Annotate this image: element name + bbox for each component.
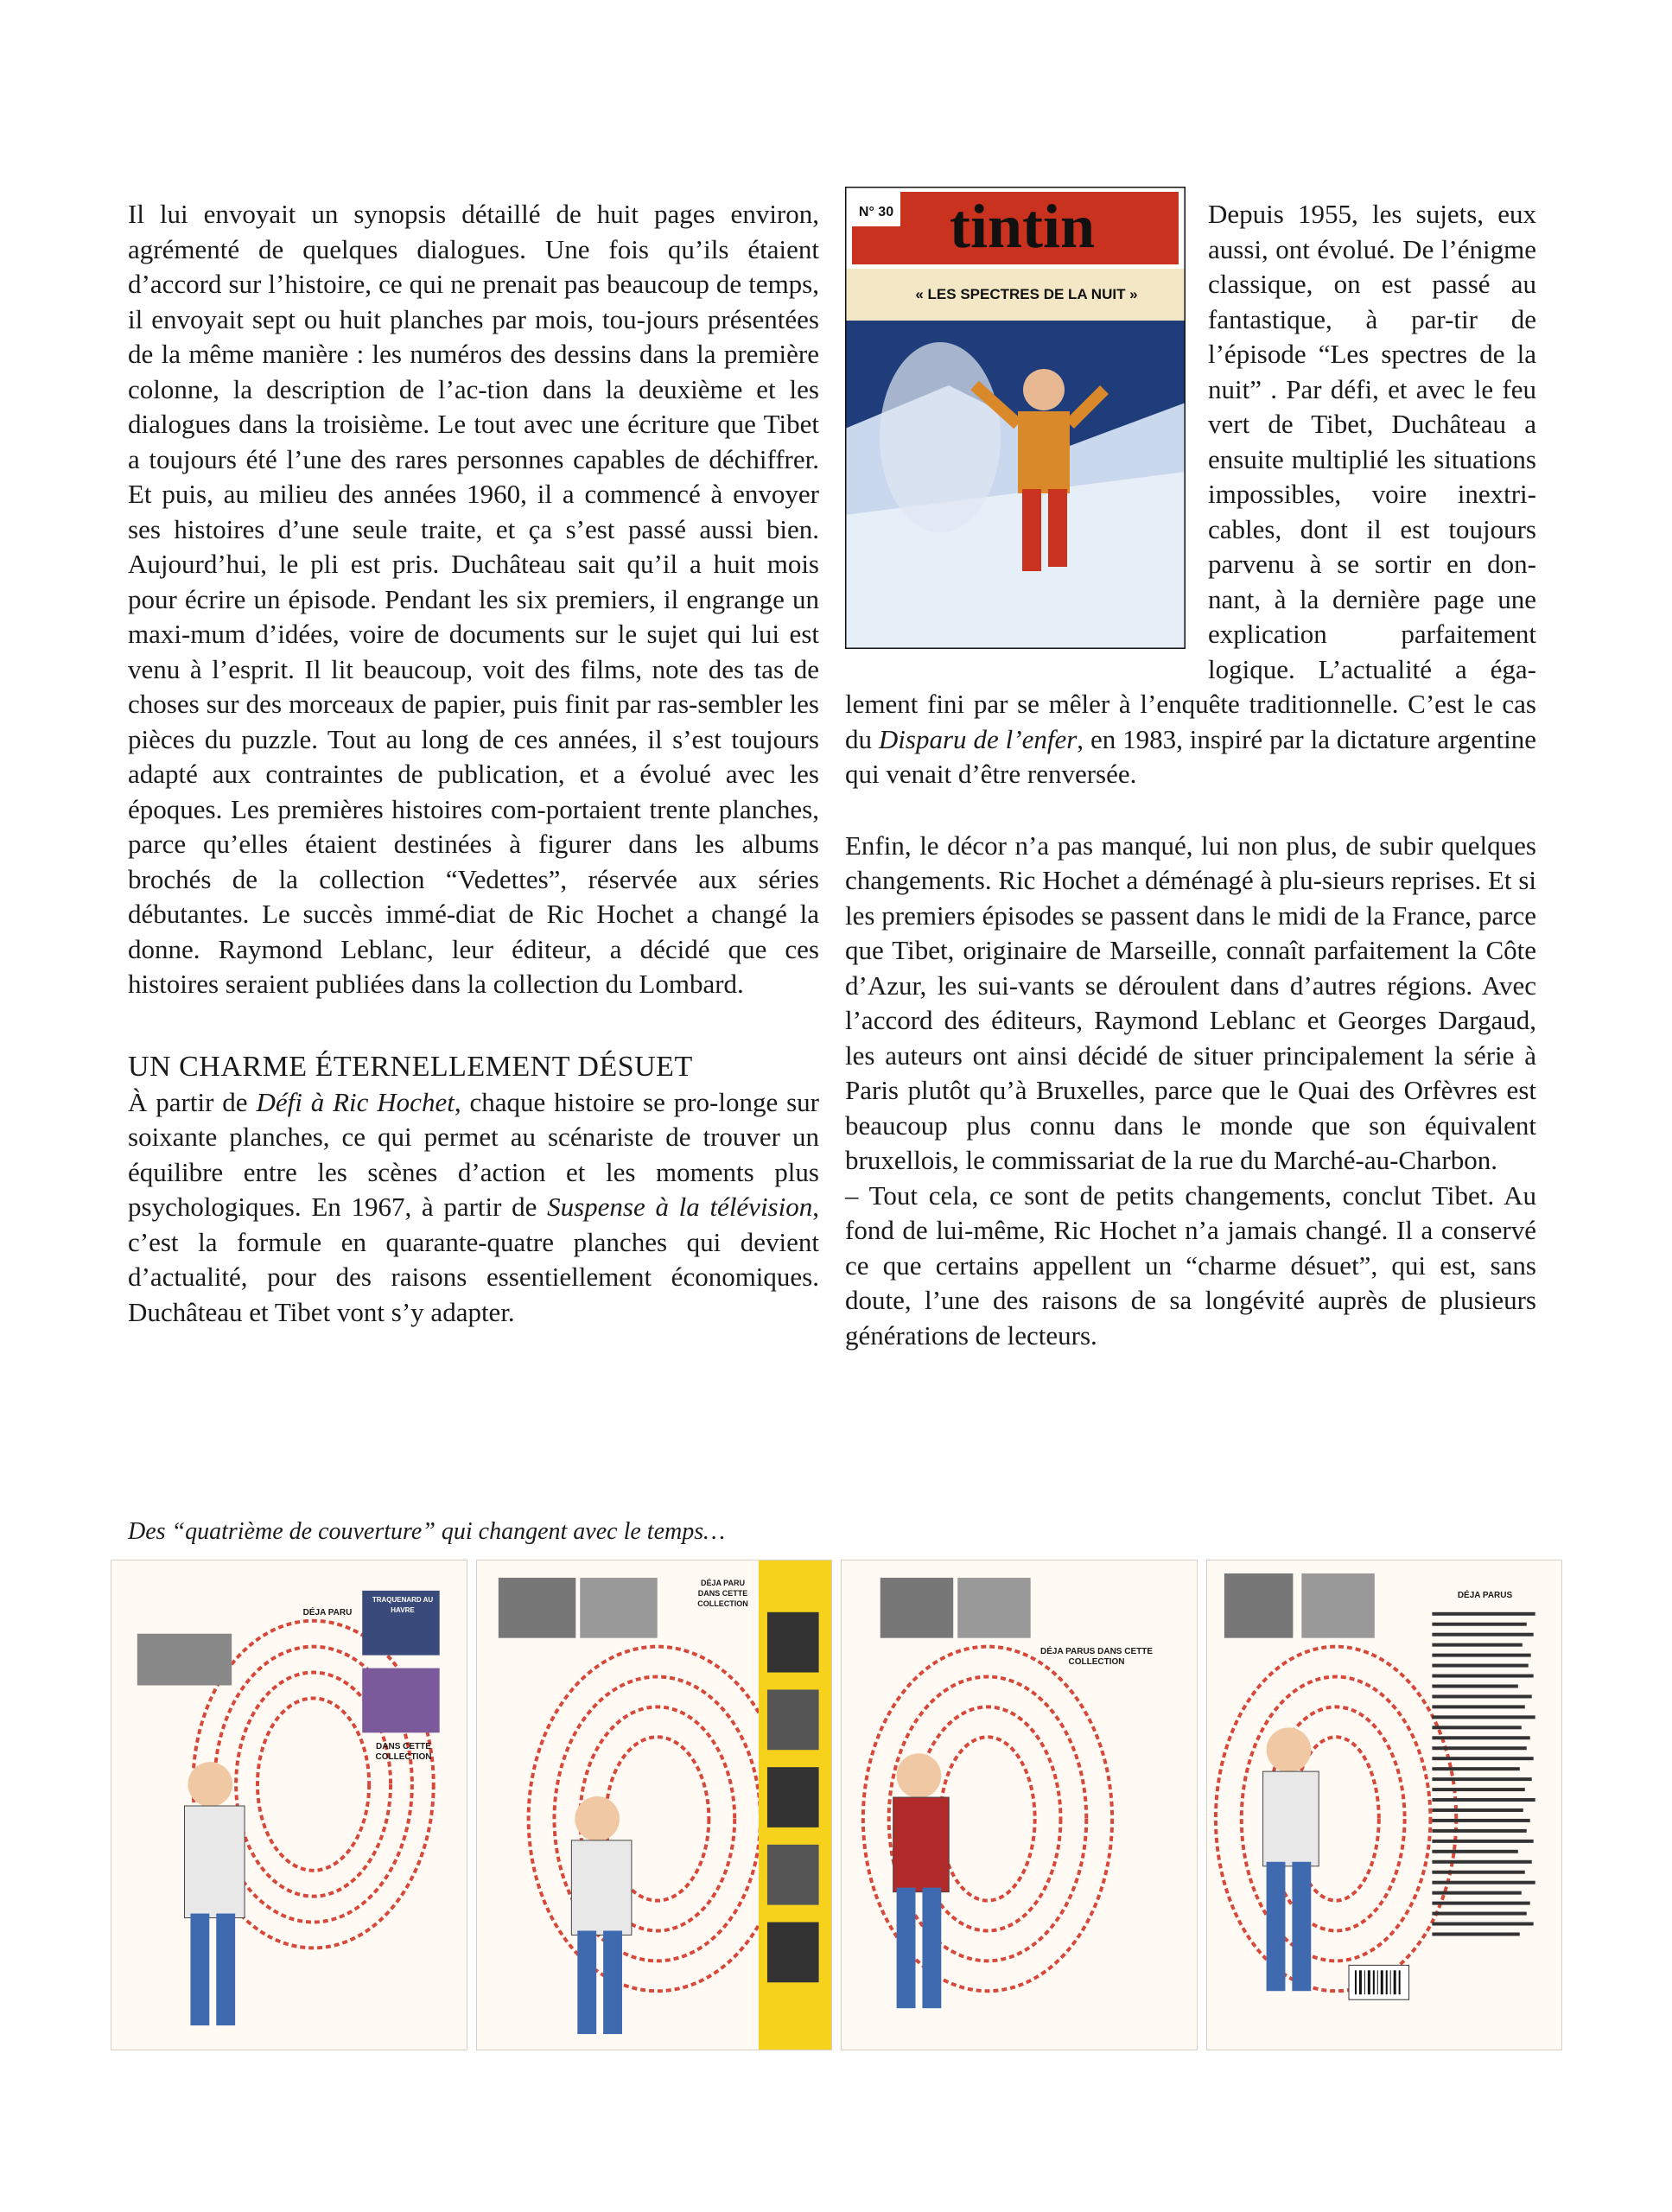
- panel-1-title: DÉJA PARU: [302, 1608, 353, 1618]
- back-cover-panel-2: [476, 1560, 833, 2050]
- panel-3-title: DÉJA PARUS DANS CETTE COLLECTION: [1040, 1647, 1154, 1667]
- left-paragraph-1: Il lui envoyait un synopsis détaillé de huit pages environ, agrémenté de quelques dialogues. Une fois qu’ils étaient d’accord sur l’histoire, ce qui ne prenait pas beaucoup de temps, il envoyait sept ou huit planches par mois, tou-jours présentées de la même manière : les numéros des dessins dans la première colonne, la description de l’ac-tion dans la deuxième et les dialogues dans la troisième. Le tout avec une écriture que Tibet a toujours été l’une des rares personnes capables de déchiffrer. Et puis, au milieu des années 1960, il a commencé à envoyer ses histoires d’une seule traite, et ça s’est passé aussi bien. Aujourd’hui, le pli est pris. Duchâteau sait qu’il a huit mois pour écrire un épisode. Pendant les six premiers, il engrange un maxi-mum d’idées, voire de documents sur le sujet qui lui est venu à l’esprit. Il lit beaucoup, voit des films, note des tas de choses sur des morceaux de papier, puis finit par ras-sembler les pièces du puzzle. Tout au long de ces années, il s’est toujours adapté aux contraintes de publication, et a évolué avec les époques. Les premières histoires com-portaient trente planches, parce qu’elles étaient destinées à figurer dans les albums brochés de la collection “Vedettes”, réservée aux séries débutantes. Le succès immé-diat de Ric Hochet a changé la donne. Raymond Leblanc, leur éditeur, a décidé que ces histoires seraient publiées dans la collection du Lombard.: [128, 199, 819, 999]
- left-column: [128, 197, 819, 1330]
- panel-4-title: DÉJA PARUS: [1457, 1591, 1513, 1600]
- title-suspense: Suspense à la télévision: [547, 1192, 813, 1222]
- tintin-cover-image: [845, 187, 1186, 649]
- right-column: [845, 192, 1536, 1353]
- right-paragraph-2: Enfin, le décor n’a pas manqué, lui non plus, de subir quelques changements. Ric Hochet a déménagé à plu-sieurs reprises. Et si les premiers épisodes se passent dans le midi de la France, parce que Tibet, originaire de Marseille, connaît parfaitement la Côte d’Azur, les sui-vants se déroulent dans d’autres régions. Avec l’accord des éditeurs, Raymond Leblanc et Georges Dargaud, les auteurs ont ainsi décidé de situer principalement la série à Paris plutôt qu’à Bruxelles, parce que le Quai des Orfèvres est beaucoup plus connu dans le monde que son équivalent bruxellois, le commissariat de la rue du Marché-au-Charbon.: [845, 830, 1536, 1175]
- panel-1-cover-label: TRAQUENARD AU HAVRE: [372, 1596, 434, 1614]
- section-heading: UN CHARME ÉTERNELLEMENT DÉSUET: [128, 1050, 693, 1083]
- panel-1-subtitle: DANS CETTE COLLECTION: [375, 1742, 432, 1762]
- magazine-name: tintin: [949, 192, 1096, 261]
- back-cover-panel-4: [1206, 1560, 1563, 2050]
- back-cover-panel-3: [841, 1560, 1198, 2050]
- title-disparu: Disparu de l’enfer: [878, 723, 1078, 754]
- cover-banner: « LES SPECTRES DE LA NUIT »: [915, 286, 1138, 302]
- right-paragraph-3: – Tout cela, ce sont de petits changements, conclut Tibet. Au fond de lui-même, Ric Hochet n’a jamais changé. Il a conservé ce que certains appellent un “charme désuet”, qui est, sans doute, l’une des raisons de sa longévité auprès de plusieurs générations de lecteurs.: [845, 1179, 1536, 1351]
- figure-caption: Des “quatrième de couverture” qui changent avec le temps…: [128, 1518, 726, 1545]
- right-paragraph-1: Depuis 1955, les sujets, eux aussi, ont évolué. De l’énigme classique, on est passé au fantastique, à par-tir de l’épisode “Les spectres de la nuit” . Par défi, et avec le feu vert de Tibet, Duchâteau a ensuite multiplié les situations impossibles, voire inextri-cables, dont il est toujours parvenu à se sortir en don-nant, à la dernière page une explication parfaitement logique. L’actualité a éga-lement fini par se mêler à l’enquête traditionnelle. C’est le cas du Disparu de l’enfer, en 1983, inspiré par la dictature argentine qui venait d’être renversée.: [845, 199, 1536, 789]
- back-cover-panel-1: [111, 1560, 467, 2050]
- issue-number: N° 30: [858, 205, 894, 219]
- back-cover-gallery: [111, 1560, 1562, 2050]
- title-defi: Défi à Ric Hochet: [256, 1086, 455, 1117]
- panel-2-title: DÉJA PARU DANS CETTE COLLECTION: [697, 1579, 748, 1608]
- left-paragraph-2: À partir de Défi à Ric Hochet, chaque histoire se pro-longe sur soixante planches, ce qui permet au scénariste de trouver un équilibre entre les scènes d’action et les moments plus psychologiques. En 1967, à partir de Suspense à la télévision, c’est la formule en quarante-quatre planches qui devient d’actualité, pour des raisons essentiellement économiques. Duchâteau et Tibet vont s’y adapter.: [128, 1086, 820, 1327]
